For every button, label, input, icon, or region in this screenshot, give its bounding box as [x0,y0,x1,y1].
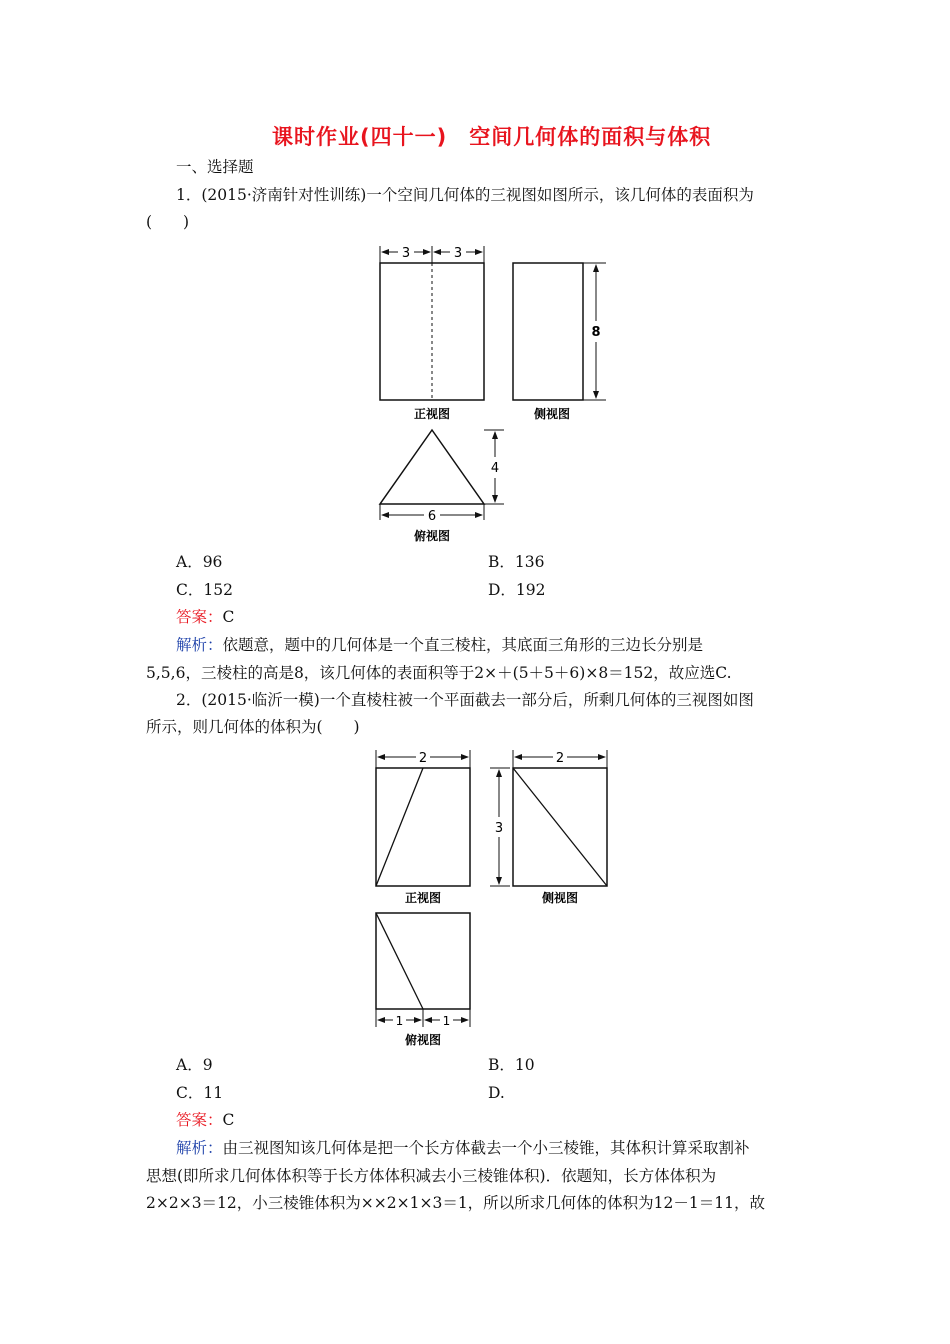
q1-top-view-label: 俯视图 [413,529,451,543]
q1-explanation-line2: 5,5,6，三棱柱的高是8，该几何体的表面积等于2×＋(5＋5＋6)×8＝152，故应选C. [146,664,732,682]
q1-dim-left: 3 [401,246,411,261]
q1-side-view [513,263,606,421]
q2-explanation-line1: 解析：由三视图知该几何体是把一个长方体截去一个小三棱锥，其体积计算采取割补 [176,1139,750,1157]
q1-top-view [380,430,504,543]
q1-stem-line1: 1．(2015·济南针对性训练)一个空间几何体的三视图如图所示，该几何体的表面积为 [176,186,754,204]
q2-option-a: A．9 [176,1056,213,1074]
q2-dim-h: 3 [494,821,504,836]
q2-answer-label: 答案： [176,1111,223,1129]
q1-dim-right: 3 [453,246,463,261]
q1-explanation-label: 解析： [176,636,223,654]
q2-dim-b1: 1 [395,1014,404,1028]
q1-option-c: C．152 [176,581,233,599]
q2-front-view [376,750,470,905]
q1-dim-height: 8 [591,325,601,340]
q1-option-a: A．96 [176,553,223,571]
q2-explanation-line3: 2×2×3＝12，小三棱锥体积为××2×1×3＝1，所以所求几何体的体积为12－1＝11，故 [146,1194,765,1212]
q1-answer-label: 答案： [176,608,223,626]
q2-dim-b2: 1 [442,1014,451,1028]
q2-option-c: C．11 [176,1084,224,1102]
q1-front-view [380,246,484,421]
q1-front-view-label: 正视图 [413,407,451,421]
q1-option-b: B．136 [488,553,545,571]
q2-explanation-label: 解析： [176,1139,223,1157]
q1-explanation-line1: 解析：依题意，题中的几何体是一个直三棱柱，其底面三角形的三边长分别是 [176,636,704,654]
q2-front-view-label: 正视图 [404,891,442,905]
q2-option-b: B．10 [488,1056,535,1074]
q2-option-d: D. [488,1084,505,1102]
q1-dim-tri-h: 4 [490,461,500,476]
q2-answer [176,1110,234,1130]
q1-dim-tri-w: 6 [427,509,437,524]
q2-side-view [490,750,607,905]
q2-dim-side-w: 2 [555,751,565,766]
page-title: 课时作业(四十一) 空间几何体的面积与体积 [272,125,712,149]
q1-answer [176,607,234,627]
q1-side-view-label: 侧视图 [533,407,571,421]
q2-answer-value: C [222,1111,235,1129]
q2-explanation-line2: 思想(即所求几何体体积等于长方体体积减去小三棱锥体积)．依题知，长方体体积为 [146,1167,717,1185]
q2-stem-line1: 2．(2015·临沂一模)一个直棱柱被一个平面截去一部分后，所剩几何体的三视图如图 [176,691,754,709]
q2-side-view-label: 侧视图 [541,891,579,905]
q2-three-view-figure [360,745,620,1050]
q1-answer-value: C [222,608,235,626]
q2-stem-line2: 所示，则几何体的体积为( ) [146,718,360,736]
q2-top-view-label: 俯视图 [404,1033,442,1047]
q2-dim-front-w: 2 [418,751,428,766]
section-heading: 一、选择题 [176,158,254,176]
q1-stem-line2: ( ) [146,213,190,231]
q2-top-view [376,913,470,1047]
q1-three-view-figure [360,238,620,548]
q1-option-d: D．192 [488,581,546,599]
